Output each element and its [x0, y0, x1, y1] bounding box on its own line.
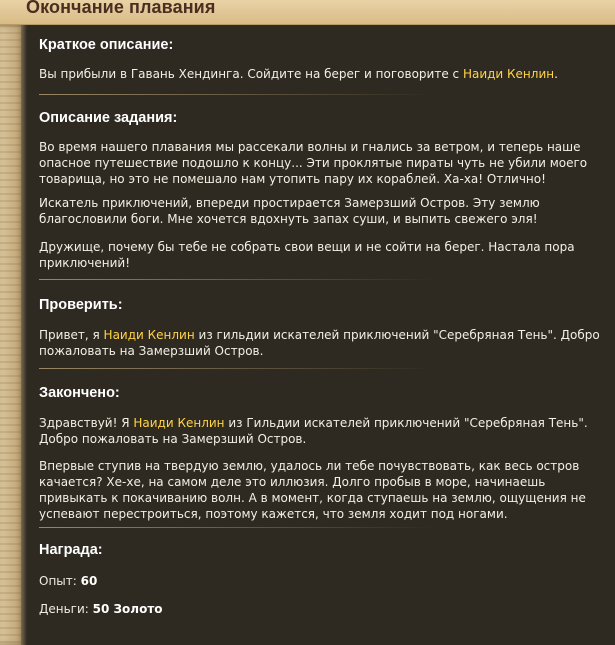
check-text-before: Привет, я [39, 328, 104, 342]
description-paragraph-2: Искатель приключений, впереди простирается Замерзший Остров. Эту землю благословили боги. Мне хочется вдохнуть запах суши, и выпить свежего эля! [39, 196, 540, 226]
reward-heading: Награда: [39, 542, 103, 558]
check-heading: Проверить: [39, 297, 123, 313]
description-paragraph-3: Дружище, почему бы тебе не собрать свои вещи и не сойти на берег. Настала пора приключений! [39, 240, 575, 270]
reward-exp [39, 573, 609, 589]
exp-value: 60 [80, 574, 98, 588]
summary-text-after: . [554, 67, 558, 81]
check-text-after: из гильдии искателей приключений "Серебряная Тень". Добро пожаловать на Замерзший Остров. [39, 328, 600, 358]
completed-text [39, 415, 609, 447]
description-heading: Описание задания: [39, 110, 178, 126]
section-divider [39, 94, 433, 95]
completed-paragraph-2: Впервые ступив на твердую землю, удалось ли тебе почувствовать, как весь остров качается? Хе-хе, на самом деле это иллюзия. Долго пробыв в море, начинаешь привыкать к покачиванию волн. А в момент, когда ступаешь на землю, ощущения не успевают перестроиться, поэтому кажется, что земля ходит под ногами. [39, 459, 586, 521]
npc-link-completed[interactable]: Наиди Кенлин [133, 416, 225, 430]
summary-text [39, 66, 609, 82]
check-text [39, 327, 609, 359]
money-label: Деньги: [39, 602, 93, 616]
exp-label: Опыт: [39, 574, 81, 588]
summary-text-before: Вы прибыли в Гавань Хендинга. Сойдите на берег и поговорите с [39, 67, 463, 81]
reward-money [39, 601, 609, 617]
completed-heading: Закончено: [39, 385, 120, 401]
npc-link-summary[interactable]: Наиди Кенлин [462, 67, 555, 81]
quest-content [27, 25, 615, 645]
npc-link-check[interactable]: Наиди Кенлин [103, 328, 195, 342]
completed-text-before: Здравствуй! Я [39, 416, 134, 430]
section-divider [39, 368, 433, 369]
money-value: 50 Золото [92, 602, 163, 616]
summary-heading: Краткое описание: [39, 37, 174, 53]
quest-title: Окончание плавания [26, 0, 216, 17]
completed-text-after: из Гильдии искателей приключений "Серебряная Тень". Добро пожаловать на Замерзший Остров. [39, 416, 588, 446]
section-divider [39, 279, 433, 280]
title-bar [0, 0, 615, 25]
description-paragraph-1: Во время нашего плавания мы рассекали волны и гнались за ветром, и теперь наше опасное путешествие подошло к концу... Эти проклятые пираты чуть не убили моего товарища, но это не помешало нам утопить пару их кораблей. Ха-ха! Отлично! [39, 140, 588, 186]
section-divider [39, 527, 433, 528]
